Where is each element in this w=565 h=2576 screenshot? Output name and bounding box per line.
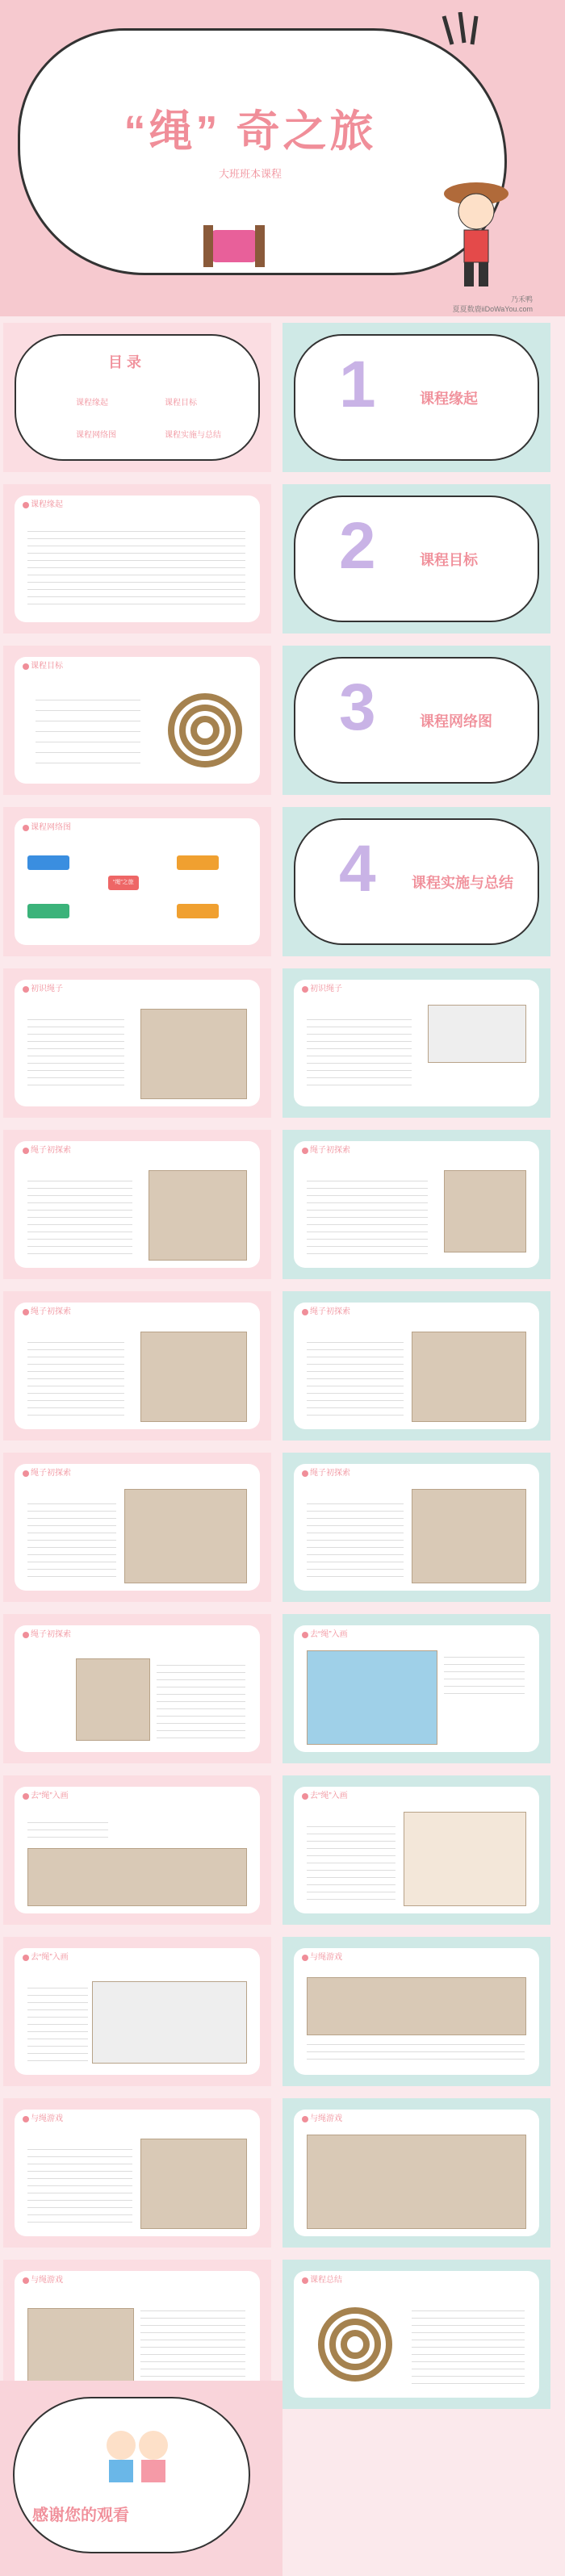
section-1-number: 1	[339, 348, 376, 421]
text-block	[307, 1820, 396, 1901]
thread-spool-icon	[194, 214, 282, 278]
photo	[27, 1848, 247, 1906]
text-block	[307, 1336, 404, 1416]
cover-subtitle: 大班班本课程	[218, 168, 282, 180]
mindmap-node	[177, 855, 219, 870]
text-block	[36, 690, 140, 771]
slide-tag: 课程网络图	[24, 822, 77, 834]
slide-p2	[282, 968, 550, 1118]
text-block	[307, 1497, 404, 1578]
toc-item-1: 课程缘起	[76, 399, 108, 408]
photo	[412, 1332, 526, 1422]
slide-section-2	[282, 484, 550, 634]
photo	[404, 1812, 526, 1906]
section-2-number: 2	[339, 509, 376, 583]
slide-tag: 绳子初探索	[303, 1144, 357, 1157]
photo	[27, 2308, 134, 2390]
text-block	[27, 1816, 108, 1844]
author-line-2: 夏夏数鹿iiDoWaYou.com	[452, 305, 533, 313]
text-block	[27, 2143, 132, 2223]
slide-p4	[282, 1130, 550, 1279]
rope-coil-icon	[315, 2304, 396, 2385]
rope-coil-icon	[165, 690, 245, 771]
cover-author	[453, 295, 533, 314]
photo	[92, 1981, 247, 2064]
text-block	[27, 1174, 132, 1255]
photo	[428, 1005, 526, 1063]
slide-p9	[3, 1614, 271, 1763]
section-4-label: 课程实施与总结	[412, 875, 513, 891]
slide-tag: 绳子初探索	[24, 1144, 77, 1157]
slide-tag: 与绳游戏	[303, 2113, 349, 2126]
toc-item-2: 课程目标	[165, 399, 197, 408]
slide-section-3	[282, 646, 550, 795]
toc-title: 目 录	[108, 354, 142, 370]
section-3-label: 课程网络图	[420, 713, 492, 730]
mindmap-center: “绳”之旅	[108, 876, 139, 890]
slide-p3	[3, 1130, 271, 1279]
text-block	[307, 1174, 428, 1255]
slide-p12	[282, 1775, 550, 1925]
photo	[124, 1489, 247, 1583]
toc-item-4: 课程实施与总结	[165, 431, 221, 440]
section-1-label: 课程缘起	[420, 391, 478, 407]
exclamation-icon	[436, 12, 492, 61]
slide-p14	[282, 1937, 550, 2086]
toc-item-3: 课程网络图	[76, 431, 116, 440]
slide-p1	[3, 968, 271, 1118]
slide-p10	[282, 1614, 550, 1763]
text-block	[444, 1650, 525, 1699]
mindmap-node	[177, 904, 219, 918]
slide-tag: 绳子初探索	[24, 1629, 77, 1641]
slide-tag: 去“绳”入画	[303, 1790, 354, 1803]
slide-tag: 绳子初探索	[24, 1306, 77, 1319]
photo	[444, 1170, 526, 1252]
slide-p7	[3, 1453, 271, 1602]
slide-p11	[3, 1775, 271, 1925]
slide-p6	[282, 1291, 550, 1441]
photo	[307, 1977, 526, 2035]
slide-tag: 去“绳”入画	[303, 1629, 354, 1641]
text-block	[307, 1013, 412, 1085]
text-block	[27, 1497, 116, 1578]
slide-tag: 与绳游戏	[303, 1951, 349, 1964]
photo	[307, 1650, 437, 1745]
section-2-label: 课程目标	[420, 552, 478, 568]
children-illustration-icon	[97, 2413, 178, 2486]
text-block	[27, 1336, 124, 1416]
slide-p8	[282, 1453, 550, 1602]
cover-slide	[0, 0, 565, 316]
slide-tag: 初识绳子	[303, 983, 349, 996]
slide-goals	[3, 646, 271, 795]
slide-tag: 绳子初探索	[303, 1467, 357, 1480]
mindmap-node	[27, 904, 69, 918]
slide-tag: 绳子初探索	[303, 1306, 357, 1319]
slide-tag: 课程缘起	[24, 499, 69, 512]
slide-p16	[282, 2098, 550, 2248]
slide-network	[3, 807, 271, 956]
text-block	[307, 2038, 525, 2062]
photo	[140, 1009, 247, 1099]
author-line-1: 乃禾鸭	[510, 295, 533, 303]
photo	[149, 1170, 247, 1261]
slide-section-4	[282, 807, 550, 956]
mindmap-node	[27, 855, 69, 870]
text-block	[157, 1658, 245, 1739]
slide-summary	[282, 2260, 550, 2409]
text-block	[27, 1013, 124, 1085]
slide-tag: 课程目标	[24, 660, 69, 673]
text-block	[140, 2304, 245, 2385]
closing-thanks: 感谢您的观看	[32, 2507, 129, 2524]
photo	[307, 2135, 526, 2229]
cowboy-character-icon	[420, 161, 533, 299]
slide-p13	[3, 1937, 271, 2086]
section-3-number: 3	[339, 671, 376, 744]
slide-tag: 与绳游戏	[24, 2113, 69, 2126]
slide-p15	[3, 2098, 271, 2248]
text-block	[27, 1981, 88, 2062]
photo	[140, 1332, 247, 1422]
slide-section-1	[282, 323, 550, 472]
text-block	[412, 2304, 525, 2385]
slide-origin	[3, 484, 271, 634]
photo	[76, 1658, 150, 1741]
slide-tag: 与绳游戏	[24, 2274, 69, 2287]
text-block	[27, 525, 245, 605]
photo	[412, 1489, 526, 1583]
slide-tag: 去“绳”入画	[24, 1951, 75, 1964]
section-4-number: 4	[339, 832, 376, 905]
slide-p5	[3, 1291, 271, 1441]
cover-title: “绳” 奇之旅	[123, 107, 377, 156]
slide-closing	[0, 2381, 282, 2576]
slide-toc	[3, 323, 271, 472]
slide-tag: 课程总结	[303, 2274, 349, 2287]
slide-tag: 去“绳”入画	[24, 1790, 75, 1803]
slide-tag: 初识绳子	[24, 983, 69, 996]
photo	[140, 2139, 247, 2229]
slide-tag: 绳子初探索	[24, 1467, 77, 1480]
